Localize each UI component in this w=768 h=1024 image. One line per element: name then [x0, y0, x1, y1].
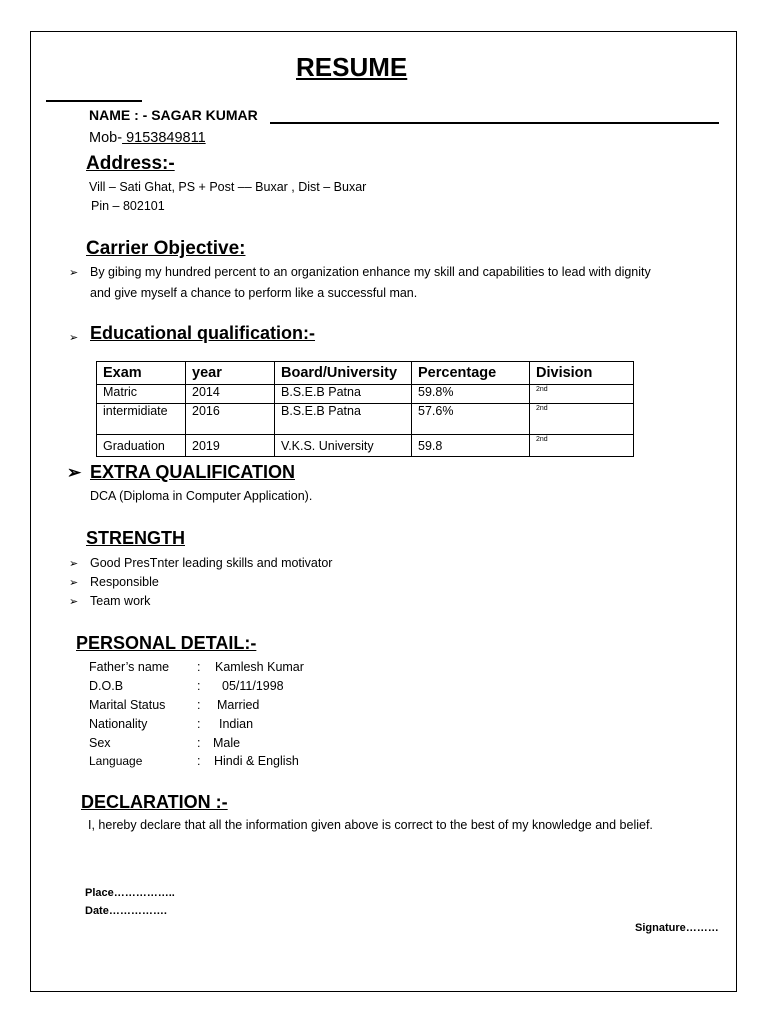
personal-colon: :: [197, 736, 201, 750]
name-line: NAME : - SAGAR KUMAR: [89, 107, 258, 123]
resume-page: [30, 31, 737, 992]
cell-board: B.S.E.B Patna: [275, 404, 412, 435]
cell-board: V.K.S. University: [275, 435, 412, 457]
address-line-2: Pin – 802101: [91, 199, 165, 213]
strength-item: Responsible: [90, 575, 159, 589]
cell-year: 2016: [186, 404, 275, 435]
personal-label: Nationality: [89, 717, 148, 731]
cell-exam: intermidiate: [97, 404, 186, 435]
personal-value: Married: [217, 698, 260, 712]
objective-line-1: By gibing my hundred percent to an organization enhance my skill and capabilities to lead with dignity: [90, 265, 651, 279]
name-underline: [270, 122, 719, 124]
education-table: [96, 361, 634, 457]
division-value: 2nd: [536, 405, 548, 412]
bullet-arrow-icon: ➢: [69, 596, 79, 608]
objective-line-2: and give myself a chance to perform like a successful man.: [90, 286, 418, 300]
personal-value: 05/11/1998: [222, 679, 284, 693]
personal-label: D.O.B: [89, 679, 124, 693]
strength-item: Good PresTnter leading skills and motivator: [90, 556, 333, 570]
left-rule: [46, 100, 142, 102]
personal-detail-heading: PERSONAL DETAIL:-: [76, 633, 257, 653]
cell-division: [530, 435, 634, 457]
column-header: Division: [530, 362, 634, 385]
cell-percentage: 59.8: [412, 435, 530, 457]
division-value: 2nd: [536, 386, 548, 393]
column-header: Board/University: [275, 362, 412, 385]
strength-item: Team work: [90, 594, 151, 608]
bullet-arrow-icon: ➢: [69, 332, 79, 344]
place-field: Place……………..: [85, 887, 175, 899]
bullet-arrow-icon: ➢: [67, 463, 82, 482]
cell-year: 2014: [186, 385, 275, 404]
bullet-arrow-icon: ➢: [69, 577, 79, 589]
personal-colon: :: [197, 660, 201, 674]
personal-value: Male: [213, 736, 241, 750]
division-value: 2nd: [536, 436, 548, 443]
bullet-arrow-icon: ➢: [69, 558, 79, 570]
declaration-text: I, hereby declare that all the information given above is correct to the best of my knowledge and belief.: [88, 818, 653, 832]
extra-qualification-text: DCA (Diploma in Computer Application).: [90, 489, 313, 503]
table-row: [97, 385, 634, 404]
address-heading: Address:-: [86, 153, 175, 174]
cell-percentage: 59.8%: [412, 385, 530, 404]
personal-colon: :: [197, 717, 201, 731]
date-field: Date…………….: [85, 905, 167, 917]
mobile-line: [89, 130, 206, 146]
strength-heading: STRENGTH: [86, 528, 185, 548]
cell-division: [530, 404, 634, 435]
bullet-arrow-icon: ➢: [69, 267, 79, 279]
mobile-prefix: Mob-: [89, 130, 123, 146]
personal-colon: :: [197, 698, 201, 712]
extra-qualification-heading: EXTRA QUALIFICATION: [90, 462, 295, 482]
cell-board: B.S.E.B Patna: [275, 385, 412, 404]
resume-title: RESUME: [296, 52, 408, 82]
education-heading: Educational qualification:-: [90, 323, 316, 343]
column-header: year: [186, 362, 275, 385]
signature-field: Signature………: [635, 922, 719, 934]
personal-label: Language: [89, 754, 143, 768]
address-line-1: Vill – Sati Ghat, PS + Post –– Buxar , Dist – Buxar: [89, 180, 367, 194]
objective-heading: Carrier Objective:: [86, 238, 246, 259]
personal-colon: :: [197, 754, 201, 768]
table-header-row: [97, 362, 634, 385]
declaration-heading: DECLARATION :-: [81, 792, 228, 812]
personal-value: Hindi & English: [214, 754, 299, 768]
column-header: Percentage: [412, 362, 530, 385]
personal-label: Father’s name: [89, 660, 170, 674]
personal-colon: :: [197, 679, 201, 693]
personal-value: Indian: [219, 717, 254, 731]
personal-value: Kamlesh Kumar: [215, 660, 304, 674]
table-row: [97, 404, 634, 435]
table-row: [97, 435, 634, 457]
cell-exam: Matric: [97, 385, 186, 404]
cell-division: [530, 385, 634, 404]
personal-label: Sex: [89, 736, 111, 750]
cell-year: 2019: [186, 435, 275, 457]
cell-percentage: 57.6%: [412, 404, 530, 435]
personal-label: Marital Status: [89, 698, 166, 712]
cell-exam: Graduation: [97, 435, 186, 457]
mobile-number: 9153849811: [122, 130, 206, 146]
column-header: Exam: [97, 362, 186, 385]
